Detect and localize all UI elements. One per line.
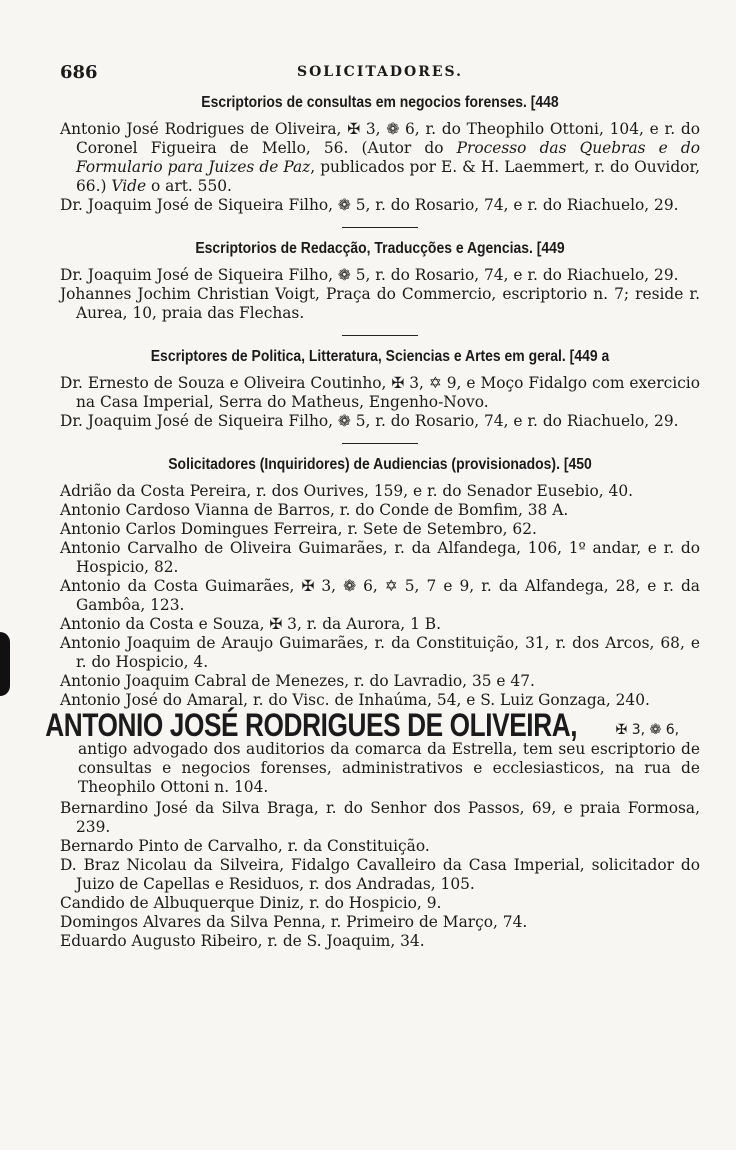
entry-siqueira-filho: Dr. Joaquim José de Siqueira Filho, ❁ 5, r. do Rosario, 74, e r. do Riachuelo, 29. — [60, 266, 679, 284]
entry-siqueira-filho: Dr. Joaquim José de Siqueira Filho, ❁ 5, r. do Rosario, 74, e r. do Riachuelo, 29. — [60, 196, 679, 214]
list-item: Eduardo Augusto Ribeiro, r. de S. Joaquim, 34. — [60, 932, 425, 950]
list-item: Antonio Joaquim de Araujo Guimarães, r. da Constituição, 31, r. dos Arcos, 68, e r. do Hospicio, 4. — [60, 634, 700, 671]
list-item: Antonio José do Amaral, r. do Visc. de Inhaúma, 54, e S. Luiz Gonzaga, 240. — [60, 691, 650, 709]
list-item: Antonio Carlos Domingues Ferreira, r. Sete de Setembro, 62. — [60, 520, 537, 538]
entry-coutinho: Dr. Ernesto de Souza e Oliveira Coutinho, ✠ 3, ✡ 9, e Moço Fidalgo com exercicio na Casa Imperial, Serra do Matheus, Engenho-Novo. — [60, 374, 700, 411]
page-number: 686 — [60, 62, 98, 83]
list-item: Candido de Albuquerque Diniz, r. do Hospicio, 9. — [60, 894, 442, 912]
list-item: Antonio da Costa Guimarães, ✠ 3, ❁ 6, ✡ 5, 7 e 9, r. da Alfandega, 28, e r. da Gambôa, 123. — [60, 577, 700, 614]
list-item: Antonio Cardoso Vianna de Barros, r. do Conde de Bomfim, 38 A. — [60, 501, 569, 519]
section-title-consultas: Escriptorios de consultas em negocios forenses. [448 — [201, 94, 559, 111]
featured-text: antigo advogado dos auditorios da comarca da Estrella, tem seu escriptorio de consultas e negocios forenses, administrativos e ecclesiasticos, na rua de Theophilo Ottoni n. 104. — [78, 740, 700, 796]
list-item: D. Braz Nicolau da Silveira, Fidalgo Cavalleiro da Casa Imperial, solicitador do Juizo de Capellas e Residuos, r. dos Andradas, 105. — [60, 856, 700, 893]
section-divider — [342, 443, 418, 444]
list-item: Antonio da Costa e Souza, ✠ 3, r. da Aurora, 1 B. — [60, 615, 441, 633]
list-item: Antonio Joaquim Cabral de Menezes, r. do Lavradio, 35 e 47. — [60, 672, 535, 690]
section-title-solicitadores: Solicitadores (Inquiridores) de Audiencias (provisionados). [450 — [168, 456, 592, 473]
section-title-redaccao: Escriptorios de Redacção, Traducções e Agencias. [449 — [195, 240, 565, 257]
document-page — [45, 62, 701, 951]
section-divider — [342, 227, 418, 228]
featured-name: ANTONIO JOSÉ RODRIGUES DE OLIVEIRA, — [45, 707, 578, 743]
entry-voigt: Johannes Jochim Christian Voigt, Praça do Commercio, escriptorio n. 7; reside r. Aurea, 10, praia das Flechas. — [60, 285, 700, 322]
page-header — [60, 62, 700, 88]
featured-entry — [45, 707, 700, 797]
page-edge-shadow — [0, 632, 10, 696]
entry-rodrigues-oliveira: Antonio José Rodrigues de Oliveira, ✠ 3, ❁ 6, r. do Theophilo Ottoni, 104, e r. do Coronel Figueira de Mello, 56. (Autor do Processo das Quebras e do Formulario para Juizes de Paz, publicados por E. & H. Laemmert, r. do Ouvidor, 66.) Vide o art. 550. — [60, 120, 701, 195]
list-item: Domingos Alvares da Silva Penna, r. Primeiro de Março, 74. — [60, 913, 528, 931]
running-head: SOLICITADORES. — [296, 64, 464, 80]
section-title-escriptores: Escriptores de Politica, Litteratura, Sciencias e Artes em geral. [449 a — [150, 348, 610, 365]
list-item: Adrião da Costa Pereira, r. dos Ourives, 159, e r. do Senador Eusebio, 40. — [60, 482, 634, 500]
list-item: Bernardo Pinto de Carvalho, r. da Constituição. — [60, 837, 430, 855]
section-divider — [342, 335, 418, 336]
entry-siqueira-filho: Dr. Joaquim José de Siqueira Filho, ❁ 5, r. do Rosario, 74, e r. do Riachuelo, 29. — [60, 412, 679, 430]
order-symbols: ✠ 3, ❁ 6, — [615, 722, 680, 738]
list-item: Antonio Carvalho de Oliveira Guimarães, r. da Alfandega, 106, 1º andar, e r. do Hospicio, 82. — [60, 539, 700, 576]
list-item: Bernardino José da Silva Braga, r. do Senhor dos Passos, 69, e praia Formosa, 239. — [60, 799, 700, 836]
